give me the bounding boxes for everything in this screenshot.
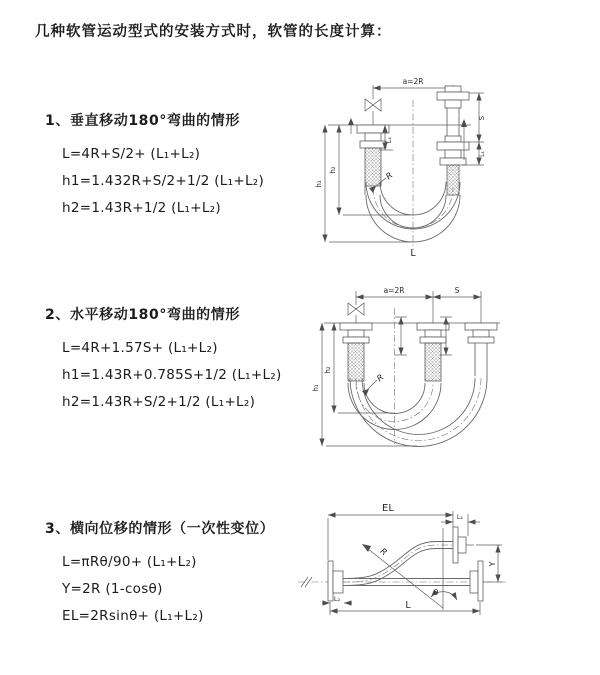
hose-braid-middle <box>425 343 441 381</box>
right-flange-upper <box>437 86 469 108</box>
dim-label-h2: h₂ <box>329 166 337 174</box>
section-3-formulas <box>62 549 274 630</box>
dim-label-l: L <box>405 600 411 611</box>
right-flange-displaced <box>453 527 474 563</box>
formula-line: h1=1.43R+0.785S+1/2 (L₁+L₂) <box>62 367 282 383</box>
hose-braid-left <box>365 148 381 186</box>
dim-label-h1: h₁ <box>315 180 323 188</box>
dim-label-s: S <box>478 115 486 121</box>
dim-label-s: S <box>454 286 460 295</box>
movement-arrow-left <box>348 118 354 134</box>
movement-arrow-right <box>461 119 467 160</box>
diagram-horizontal-180-bend <box>310 278 600 450</box>
dim-label-l1-right: L₁ <box>479 151 486 157</box>
dim-label-y: Y <box>488 561 497 567</box>
left-flange <box>357 125 389 148</box>
dim-label-h1: h₁ <box>312 384 320 392</box>
section-horizontal-180 <box>45 304 282 416</box>
dim-label-l1-left: L₁ <box>385 136 393 144</box>
radius-leader <box>362 373 386 396</box>
formula-line: Y=2R (1-cosθ) <box>62 581 163 597</box>
dim-label-r: R <box>384 170 396 183</box>
right-flange-displaced <box>465 323 497 343</box>
dim-label-el: EL <box>382 503 394 514</box>
formula-line: EL=2Rsinθ+ (L₁+L₂) <box>62 608 204 624</box>
formula-line: L=4R+1.57S+ (L₁+L₂) <box>62 340 218 356</box>
diagram-vertical-180-bend <box>313 72 585 260</box>
dim-label-a2r: a=2R <box>402 77 424 86</box>
formula-line: L=4R+S/2+ (L₁+L₂) <box>62 146 201 162</box>
section-vertical-180 <box>45 110 264 222</box>
formula-line: h2=1.43R+1/2 (L₁+L₂) <box>62 200 221 216</box>
dim-label-r: R <box>375 372 387 385</box>
dim-label-l: L <box>410 248 416 259</box>
left-flange <box>340 323 372 343</box>
dim-label-h2: h₂ <box>324 366 332 374</box>
section-2-formulas <box>62 335 282 416</box>
middle-flange <box>417 323 449 343</box>
formula-line: h2=1.43R+S/2+1/2 (L₁+L₂) <box>62 394 256 410</box>
formula-line: h1=1.432R+S/2+1/2 (L₁+L₂) <box>62 173 265 189</box>
dim-label-a2r: a=2R <box>383 286 405 295</box>
section-lateral-displacement <box>45 518 274 630</box>
section-1-formulas <box>62 141 264 222</box>
dim-label-r: R <box>377 546 389 559</box>
dim-label-theta: θ <box>433 588 439 597</box>
section-1-heading: 1、垂直移动180°弯曲的情形 <box>45 113 240 129</box>
dim-label-l1: L₁ <box>456 513 464 521</box>
formula-line: L=πRθ/90+ (L₁+L₂) <box>62 554 197 570</box>
diagram-lateral-displacement <box>296 498 600 648</box>
hose-braid-left <box>348 343 364 381</box>
radius-leader <box>362 544 443 608</box>
section-3-heading: 3、横向位移的情形（一次性变位） <box>45 521 275 537</box>
valve-icon <box>365 99 381 111</box>
dim-label-l2: L₂ <box>333 595 341 603</box>
section-2-heading: 2、水平移动180°弯曲的情形 <box>45 307 240 323</box>
page-title: 几种软管运动型式的安装方式时，软管的长度计算： <box>35 24 392 40</box>
